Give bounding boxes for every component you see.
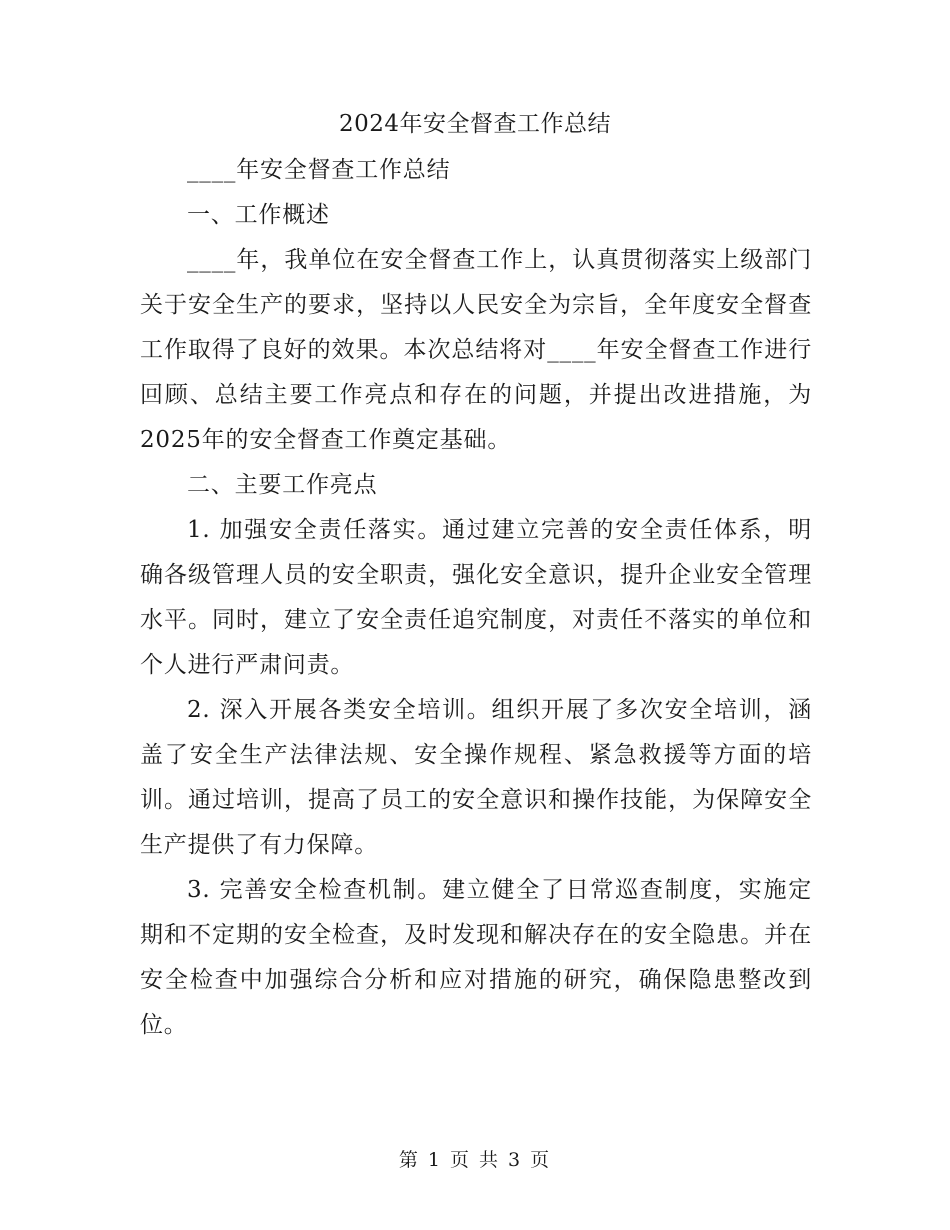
page-footer: 第 1 页 共 3 页 (398, 1149, 552, 1171)
highlight-item-1: 1. 加强安全责任落实。通过建立完善的安全责任体系，明确各级管理人员的安全职责，强化安全意识，提升企业安全管理水平。同时，建立了安全责任追究制度，对责任不落实的单位和个人进行严肃问责。 (140, 517, 812, 678)
subtitle-paragraph: ____年安全督查工作总结 (187, 157, 451, 183)
document-body (140, 148, 812, 1048)
highlight-item-3: 3. 完善安全检查机制。建立健全了日常巡查制度，实施定期和不定期的安全检查，及时发现和解决存在的安全隐患。并在安全检查中加强综合分析和应对措施的研究，确保隐患整改到位。 (140, 877, 812, 1038)
highlight-item-2: 2. 深入开展各类安全培训。组织开展了多次安全培训，涵盖了安全生产法律法规、安全操作规程、紧急救援等方面的培训。通过培训，提高了员工的安全意识和操作技能，为保障安全生产提供了有力保障。 (140, 697, 812, 858)
section-heading-overview: 一、工作概述 (187, 202, 330, 228)
document-title: 2024年安全督查工作总结 (338, 111, 612, 137)
overview-paragraph: ____年，我单位在安全督查工作上，认真贯彻落实上级部门关于安全生产的要求，坚持以人民安全为宗旨，全年度安全督查工作取得了良好的效果。本次总结将对____年安全督查工作进行回顾、总结主要工作亮点和存在的问题，并提出改进措施，为2025年的安全督查工作奠定基础。 (140, 247, 812, 453)
section-heading-highlights: 二、主要工作亮点 (187, 472, 378, 498)
